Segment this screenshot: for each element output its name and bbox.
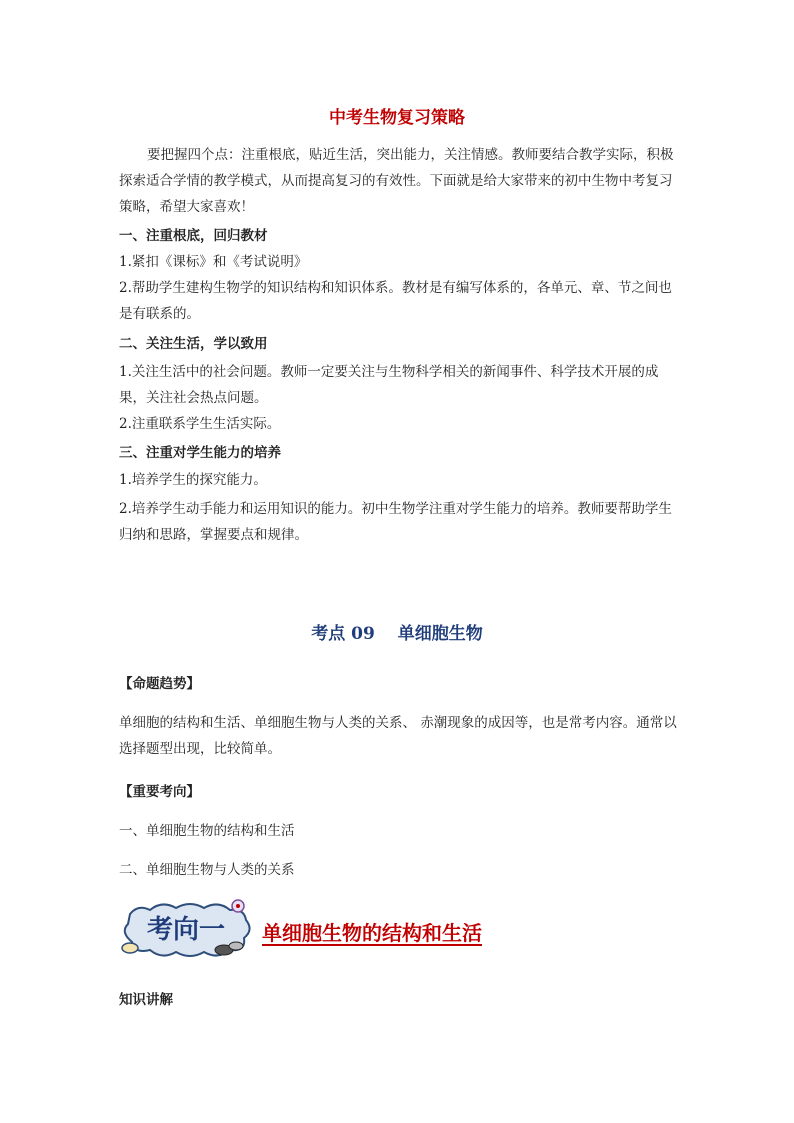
- document-title: 中考生物复习策略: [329, 108, 465, 128]
- section-heading-2: 二、关注生活，学以致用: [119, 336, 268, 352]
- section-1-item-2: 2.帮助学生建构生物学的知识结构和知识体系。教材是有编写体系的，各单元、章、节之间也是有联系的。: [119, 280, 672, 322]
- section-2-item-1: 1.关注生活中的社会问题。教师一定要关注与生物科学相关的新闻事件、科学技术开展的成果，关注社会热点问题。: [119, 364, 659, 406]
- section-3-item-1: 1.培养学生的探究能力。: [119, 472, 267, 488]
- direction-title: 单细胞生物的结构和生活: [262, 921, 482, 945]
- direction-badge: [116, 898, 256, 962]
- section-3-item-2: 2.培养学生动手能力和运用知识的能力。初中生物学注重对学生能力的培养。教师要帮助学生归纳和思路，掌握要点和规律。: [119, 501, 672, 543]
- focus-item-1: 一、单细胞生物的结构和生活: [119, 823, 295, 839]
- section-heading-1: 一、注重根底，回归教材: [119, 228, 268, 244]
- focus-heading: 【重要考向】: [119, 784, 200, 800]
- trend-text: 单细胞的结构和生活、单细胞生物与人类的关系、 赤潮现象的成因等，也是常考内容。通常以选择题型出现，比较简单。: [119, 715, 677, 757]
- knowledge-heading: 知识讲解: [119, 992, 173, 1008]
- section-2-item-2: 2.注重联系学生生活实际。: [119, 416, 281, 432]
- section-1-item-1: 1.紧扣《课标》和《考试说明》: [119, 254, 308, 270]
- intro-paragraph: 要把握四个点：注重根底，贴近生活，突出能力，关注情感。教师要结合教学实际，积极探索适合学情的教学模式，从而提高复习的有效性。下面就是给大家带来的初中生物中考复习策略，希望大家喜欢！: [119, 147, 674, 215]
- focus-item-2: 二、单细胞生物与人类的关系: [119, 862, 295, 878]
- topic-title: 考点 09 单细胞生物: [311, 624, 483, 644]
- trend-heading: 【命题趋势】: [119, 676, 200, 692]
- badge-text: 考向一: [146, 915, 226, 945]
- section-heading-3: 三、注重对学生能力的培养: [119, 445, 281, 461]
- badge-shape-icon: [116, 898, 256, 962]
